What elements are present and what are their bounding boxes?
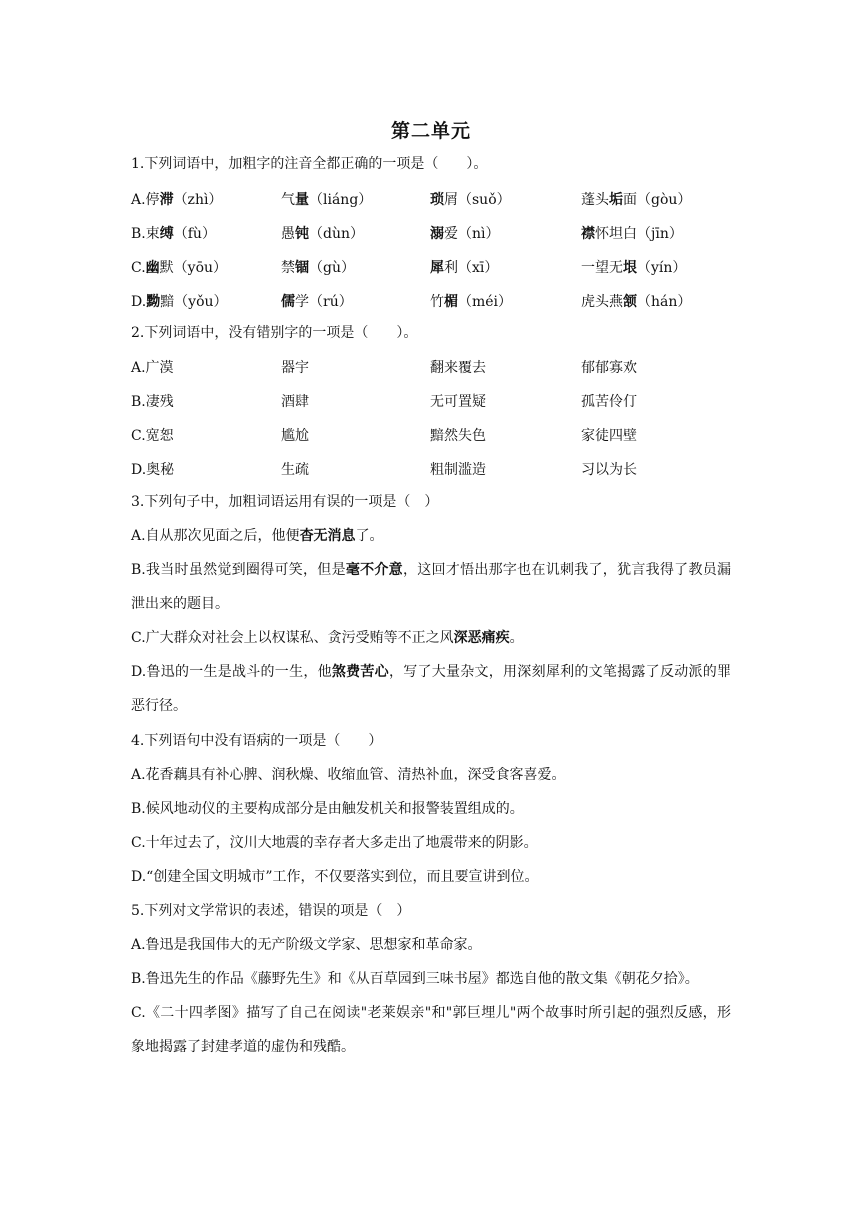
q1-option-row — [131, 258, 731, 278]
q2-option-row — [131, 460, 731, 480]
q4-stem: 4.下列语句中没有语病的一项是（ ） — [131, 733, 383, 749]
q1-option-item: 竹楣（méi） — [430, 294, 513, 310]
q2-option-item: D.奥秘 — [131, 462, 175, 478]
q2-option-item: 酒肆 — [281, 394, 309, 410]
q1-option-item: 琐屑（suǒ） — [430, 192, 511, 208]
q1-option-row — [131, 292, 731, 312]
q1-option-item: 虎头燕颔（hán） — [581, 294, 692, 310]
q2-option-item: 器宇 — [281, 360, 309, 376]
q2-option-item: 生疏 — [281, 462, 309, 478]
q3-option-c: C.广大群众对社会上以权谋私、贪污受贿等不正之风深恶痛疾。 — [131, 630, 524, 646]
q3-option-b: B.我当时虽然觉到圈得可笑，但是毫不介意，这回才悟出那字也在讥刺我了，犹言我得了教员漏泄出来的题目。 — [131, 562, 732, 612]
q2-option-item: 家徒四壁 — [581, 428, 637, 444]
q2-stem: 2.下列词语中，没有错别字的一项是（ ）。 — [131, 325, 418, 341]
q1-option-item: C.幽默（yōu） — [131, 260, 228, 276]
q2-option-item: 孤苦伶仃 — [581, 394, 637, 410]
q5-option-c: C.《二十四孝图》描写了自己在阅读"老莱娱亲"和"郭巨埋儿"两个故事时所引起的强烈反感，形象地揭露了封建孝道的虚伪和残酷。 — [131, 1005, 731, 1055]
q5-stem: 5.下列对文学常识的表述，错误的项是（ ） — [131, 903, 411, 919]
q2-option-item: B.凄残 — [131, 394, 174, 410]
q4-option-d: D.“创建全国文明城市”工作，不仅要落实到位，而且要宣讲到位。 — [131, 869, 539, 885]
q3-option-a: A.自从那次见面之后，他便杳无消息了。 — [131, 528, 384, 544]
q2-option-item: 无可置疑 — [430, 394, 486, 410]
q4-option-c: C.十年过去了，汶川大地震的幸存者大多走出了地震带来的阴影。 — [131, 835, 538, 851]
q1-option-item: A.停滞（zhì） — [131, 192, 223, 208]
q1-option-item: 溺爱（nì） — [430, 226, 500, 242]
q2-option-item: 尴尬 — [281, 428, 309, 444]
q1-option-item: 犀利（xī） — [430, 260, 499, 276]
q1-option-item: 气量（liáng） — [281, 192, 373, 208]
q4-option-a: A.花香藕具有补心脾、润秋燥、收缩血管、清热补血，深受食客喜爱。 — [131, 767, 566, 783]
q1-option-item: 愚钝（dùn） — [281, 226, 364, 242]
q5-option-a: A.鲁迅是我国伟大的无产阶级文学家、思想家和革命家。 — [131, 937, 482, 953]
q2-option-item: 郁郁寡欢 — [581, 360, 637, 376]
q3-option-d: D.鲁迅的一生是战斗的一生，他煞费苦心，写了大量杂文，用深刻犀利的文笔揭露了反动派的罪恶行径。 — [131, 664, 732, 714]
q1-stem: 1.下列词语中，加粗字的注音全都正确的一项是（ ）。 — [131, 156, 488, 172]
q1-option-item: 蓬头垢面（gòu） — [581, 192, 692, 208]
q2-option-row — [131, 426, 731, 446]
q3-stem: 3.下列句子中，加粗词语运用有误的一项是（ ） — [131, 494, 439, 510]
q1-option-row — [131, 224, 731, 244]
q2-option-row — [131, 392, 731, 412]
q1-option-item: 禁锢（gù） — [281, 260, 355, 276]
q2-option-item: A.广漠 — [131, 360, 174, 376]
q1-option-item: B.束缚（fù） — [131, 226, 216, 242]
q1-option-item: 一望无垠（yín） — [581, 260, 687, 276]
q4-option-b: B.候风地动仪的主要构成部分是由触发机关和报警装置组成的。 — [131, 801, 524, 817]
q2-option-item: 粗制滥造 — [430, 462, 486, 478]
q1-option-item: 襟怀坦白（jīn） — [581, 226, 683, 242]
q2-option-item: 翻来覆去 — [430, 360, 486, 376]
q2-option-row — [131, 358, 731, 378]
q2-option-item: 习以为长 — [581, 462, 637, 478]
q1-option-row — [131, 190, 731, 210]
q2-option-item: 黯然失色 — [430, 428, 486, 444]
q1-option-item: D.黝黯（yǒu） — [131, 294, 228, 310]
unit-title: 第二单元 — [390, 120, 471, 142]
q1-option-item: 儒学（rú） — [281, 294, 353, 310]
q2-option-item: C.宽恕 — [131, 428, 174, 444]
q5-option-b: B.鲁迅先生的作品《藤野先生》和《从百草园到三味书屋》都选自他的散文集《朝花夕拾》。 — [131, 971, 699, 987]
